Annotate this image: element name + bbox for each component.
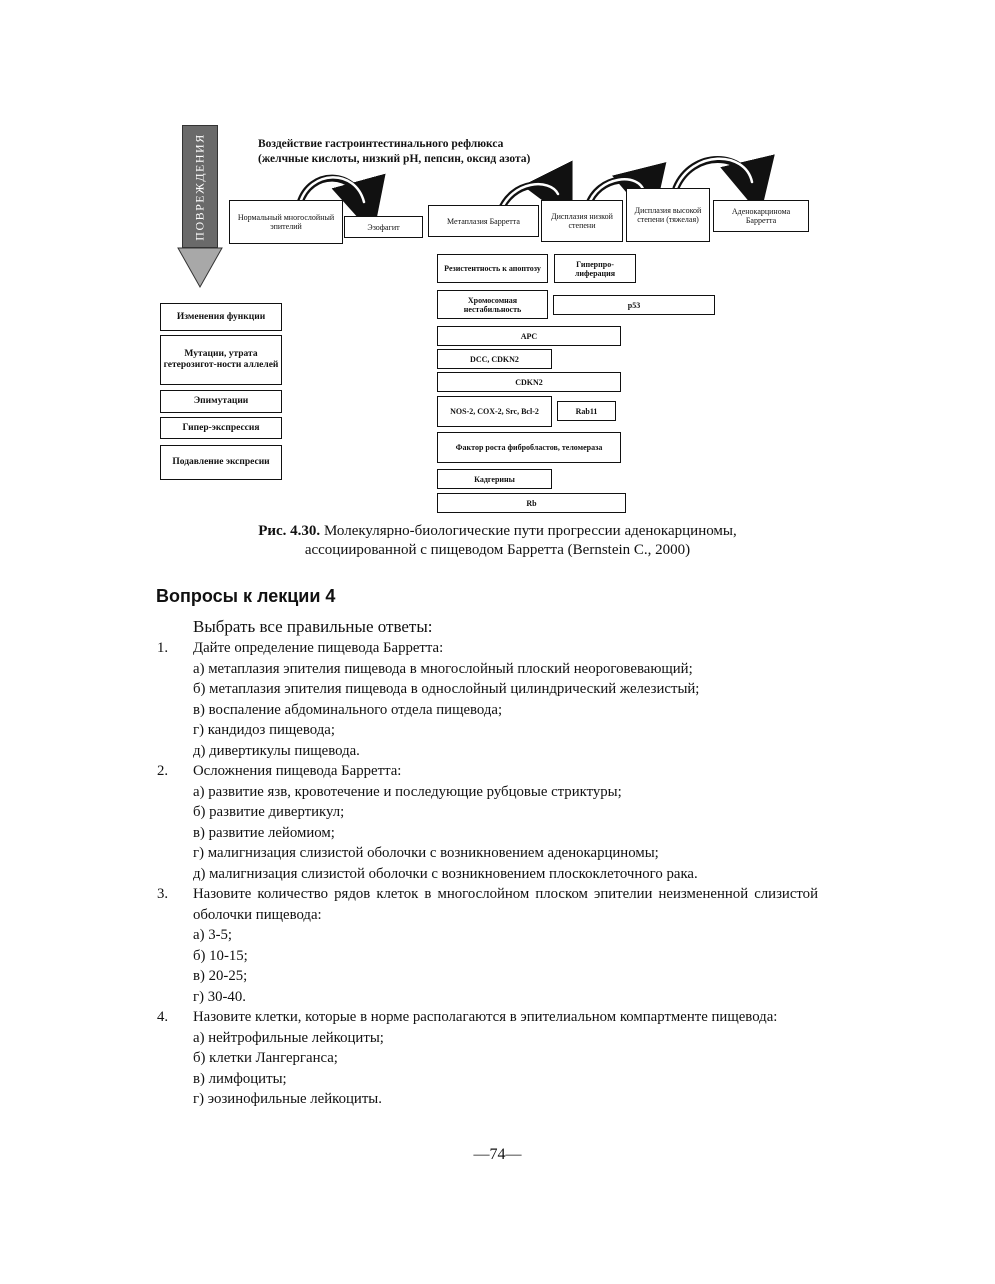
category-overexpression: Гипер-экспрессия xyxy=(160,417,282,439)
answer-option: а) нейтрофильные лейкоциты; xyxy=(193,1029,384,1046)
question-1 xyxy=(0,638,995,761)
stage-adenocarcinoma: Аденокарцинома Барретта xyxy=(713,200,809,232)
marker-fgf-telomerase: Фактор роста фибробластов, теломераза xyxy=(437,432,621,463)
marker-rb: Rb xyxy=(437,493,626,513)
marker-cdkn2: CDKN2 xyxy=(437,372,621,392)
figure-caption xyxy=(0,522,995,560)
answer-option: в) воспаление абдоминального отдела пищевода; xyxy=(193,701,503,718)
question-number: 4. xyxy=(157,1009,169,1025)
answer-option: б) метаплазия эпителия пищевода в однослойный цилиндрический железистый; xyxy=(193,681,700,697)
answer-option: д) дивертикулы пищевода. xyxy=(193,742,360,759)
question-number: 3. xyxy=(157,886,169,902)
marker-nos-cox: NOS-2, COX-2, Src, Bcl-2 xyxy=(437,396,552,427)
answer-option: б) 10-15; xyxy=(193,947,248,964)
marker-hyperproliferation: Гиперпро-лиферация xyxy=(554,254,636,283)
arrow-4 xyxy=(676,160,754,189)
question-text: Назовите количество рядов клеток в многослойном плоском эпителии неизмененной слизистой оболочки пищевода: xyxy=(193,886,818,923)
question-number: 1. xyxy=(157,640,169,656)
question-number: 2. xyxy=(157,763,169,779)
answer-option: г) малигнизация слизистой оболочки с возникновением аденокарциномы; xyxy=(193,845,659,861)
instruction: Выбрать все правильные ответы: xyxy=(193,617,433,636)
category-function-changes: Изменения функции xyxy=(160,303,282,331)
question-text: Назовите клетки, которые в норме располагаются в эпителиальном компартменте пищевода: xyxy=(193,1009,778,1025)
answer-option: г) кандидоз пищевода; xyxy=(193,722,335,738)
category-mutations: Мутации, утрата гетерозигот-ности аллелей xyxy=(160,335,282,385)
marker-apoptosis-resistance: Резистентность к апоптозу xyxy=(437,254,548,283)
answer-option: б) клетки Лангерганса; xyxy=(193,1050,338,1066)
category-suppression: Подавление экспресии xyxy=(160,445,282,480)
marker-p53: p53 xyxy=(553,295,715,315)
caption-text: Молекулярно-биологические пути прогрессии аденокарциномы, xyxy=(320,523,737,539)
damage-label: ПОВРЕЖДЕНИЯ xyxy=(192,132,207,241)
category-epimutations: Эпимутации xyxy=(160,390,282,413)
answer-option: г) 30-40. xyxy=(193,988,246,1005)
answer-option: в) лимфоциты; xyxy=(193,1070,287,1087)
marker-dcc-cdkn2: DCC, CDKN2 xyxy=(437,349,552,369)
question-2 xyxy=(0,761,995,884)
section-heading: Вопросы к лекции 4 xyxy=(156,586,336,606)
question-text: Осложнения пищевода Барретта: xyxy=(193,763,402,779)
answer-option: а) метаплазия эпителия пищевода в многослойный плоский неороговевающий; xyxy=(193,660,693,677)
stage-esophagitis: Эзофагит xyxy=(344,216,423,238)
question-list xyxy=(0,638,995,1110)
marker-chromosomal-instability: Хромосомная нестабильность xyxy=(437,290,548,319)
question-3 xyxy=(0,884,995,1007)
figure-title: Воздействие гастроинтестинального рефлюкса (желчные кислоты, низкий pH, пепсин, оксид азота) xyxy=(258,138,531,165)
answer-option: а) 3-5; xyxy=(193,927,233,943)
caption-text-line2: ассоциированной с пищеводом Барретта (Bernstein C., 2000) xyxy=(304,542,691,558)
marker-apc: APC xyxy=(437,326,621,346)
question-text: Дайте определение пищевода Барретта: xyxy=(193,640,444,656)
stage-barrett-metaplasia: Метаплазия Барретта xyxy=(428,205,539,237)
answer-option: а) развитие язв, кровотечение и последующие рубцовые стриктуры; xyxy=(193,783,622,800)
marker-cadherins: Кадгерины xyxy=(437,469,552,489)
stage-high-grade-dysplasia: Дисплазия высокой степени (тяжелая) xyxy=(626,188,710,242)
answer-option: б) развитие дивертикул; xyxy=(193,804,345,820)
answer-option: в) 20-25; xyxy=(193,968,248,984)
stage-normal-epithelium: Нормальный многослойный эпителий xyxy=(229,200,343,244)
answer-option: г) эозинофильные лейкоциты. xyxy=(193,1091,382,1107)
stage-low-grade-dysplasia: Дисплазия низкой степени xyxy=(541,200,623,242)
marker-rab11: Rab11 xyxy=(557,401,616,421)
page-number: —74— xyxy=(473,1146,522,1163)
caption-label: Рис. 4.30. xyxy=(258,523,321,539)
answer-option: в) развитие лейомиом; xyxy=(193,824,335,841)
question-4 xyxy=(0,1007,995,1110)
answer-option: д) малигнизация слизистой оболочки с возникновением плоскоклеточного рака. xyxy=(193,865,698,882)
